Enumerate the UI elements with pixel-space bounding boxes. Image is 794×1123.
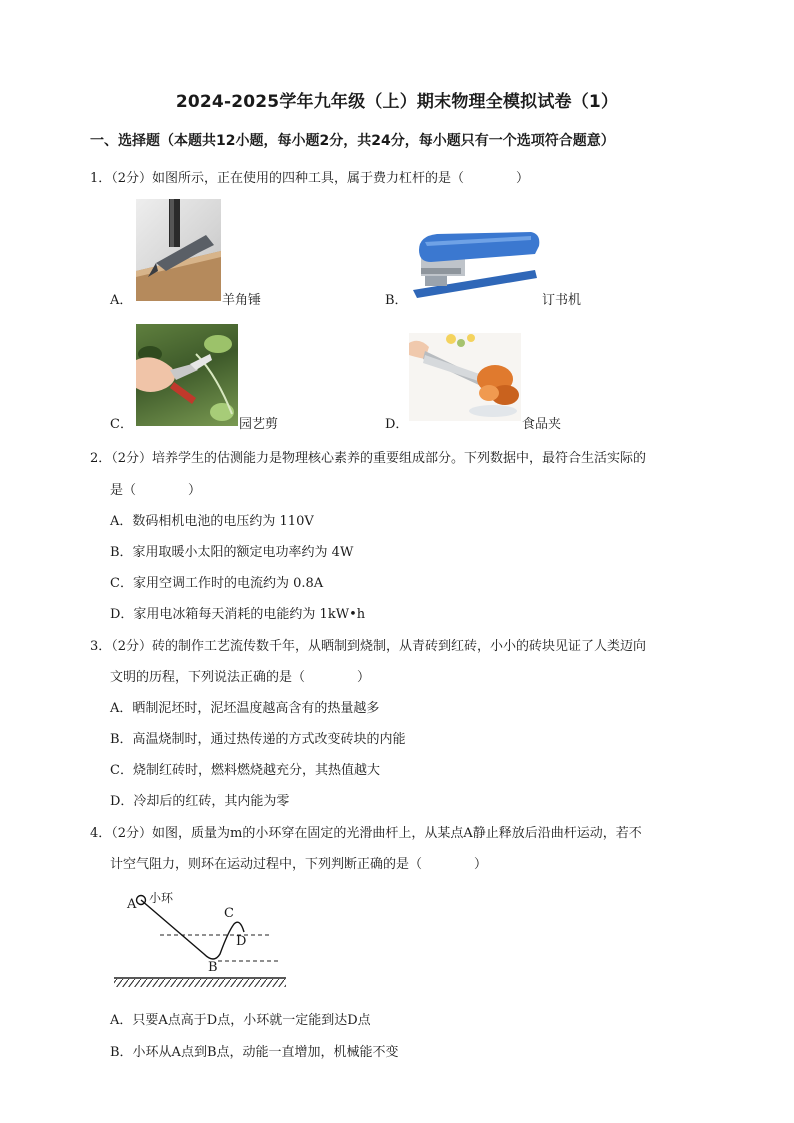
q1-option-b-label: 订书机	[542, 293, 582, 308]
question-3-stem-line2: 文明的历程，下列说法正确的是（ ）	[110, 670, 371, 685]
point-b-label: B	[208, 960, 218, 975]
food-tongs-image	[409, 333, 521, 421]
question-2-stem-line1: 2．（2分）培养学生的估测能力是物理核心素养的重要组成部分。下列数据中，最符合生活实际的	[90, 451, 647, 466]
q4-option-a: A．只要A点高于D点，小环就一定能到达D点	[110, 1013, 371, 1028]
hammer-image	[136, 199, 221, 301]
ring-label: 小环	[149, 891, 174, 905]
stapler-image	[407, 228, 541, 300]
q2-option-a: A．数码相机电池的电压约为 110V	[110, 514, 314, 529]
q1-option-c-letter: C．	[110, 417, 133, 432]
question-3-stem-line1: 3．（2分）砖的制作工艺流传数千年，从晒制到烧制，从青砖到红砖，小小的砖块见证了人类迈向	[90, 639, 647, 654]
q3-option-a: A．晒制泥坯时，泥坯温度越高含有的热量越多	[110, 701, 380, 716]
point-d-label: D	[236, 934, 247, 949]
question-4-stem-line1: 4．（2分）如图，质量为m的小环穿在固定的光滑曲杆上，从某点A静止释放后沿曲杆运动，若不	[90, 826, 642, 841]
q2-option-b: B．家用取暖小太阳的额定电功率约为 4W	[110, 545, 354, 560]
q2-option-c: C．家用空调工作时的电流约为 0.8A	[110, 576, 324, 591]
point-a-label: A	[127, 897, 137, 912]
ring-on-curved-rod-diagram	[110, 884, 290, 994]
q1-option-b-letter: B．	[385, 293, 408, 308]
q2-option-d: D．家用电冰箱每天消耗的电能约为 1kW•h	[110, 607, 366, 622]
q4-option-b: B．小环从A点到B点，动能一直增加，机械能不变	[110, 1045, 399, 1060]
q1-option-d-label: 食品夹	[522, 417, 562, 432]
q1-option-a-label: 羊角锤	[222, 293, 262, 308]
section-heading: 一、选择题（本题共12小题，每小题2分，共24分，每小题只有一个选项符合题意）	[90, 133, 615, 149]
garden-shears-image	[136, 324, 238, 426]
q1-option-c-label: 园艺剪	[239, 417, 279, 432]
q1-option-d-letter: D．	[385, 417, 409, 432]
q1-option-a-letter: A．	[110, 293, 133, 308]
question-4-stem-line2: 计空气阻力，则环在运动过程中，下列判断正确的是（ ）	[110, 857, 488, 872]
page-title: 2024-2025学年九年级（上）期末物理全模拟试卷（1）	[175, 92, 619, 112]
q3-option-d: D．冷却后的红砖，其内能为零	[110, 794, 290, 809]
q3-option-c: C．烧制红砖时，燃料燃烧越充分，其热值越大	[110, 763, 380, 778]
q3-option-b: B．高温烧制时，通过热传递的方式改变砖块的内能	[110, 732, 406, 747]
question-1-stem: 1．（2分）如图所示，正在使用的四种工具，属于费力杠杆的是（ ）	[90, 171, 530, 186]
question-2-stem-line2: 是（ ）	[110, 483, 202, 498]
point-c-label: C	[224, 906, 234, 921]
